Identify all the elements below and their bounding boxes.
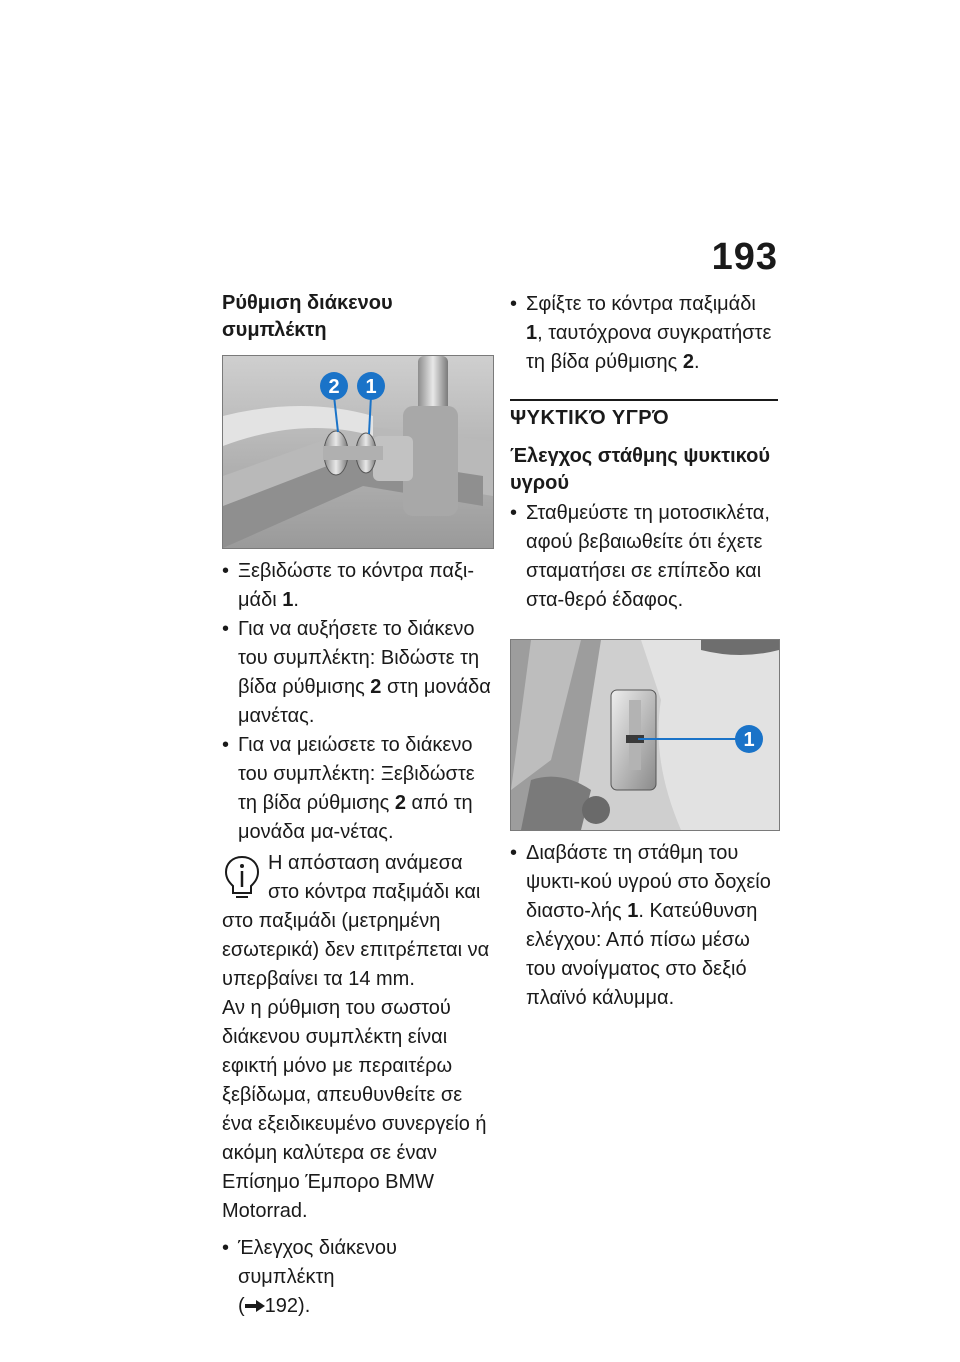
coolant-read-list xyxy=(510,839,778,1013)
note-text-continued: Αν η ρύθμιση του σωστού διάκενου συμπλέκτη είναι εφικτή μόνο με περαιτέρω ξεβίδωμα, απευθυνθείτε σε ένα εξειδικευμένο συνεργείο ή ακόμη καλύτερα σε έναν Επίσημο Έμπορο BMW Motorrad. xyxy=(222,997,487,1222)
list-item: • Για να μειώσετε το διάκενο του συμπλέκτη: Ξεβιδώστε τη βίδα ρύθμισης 2 από τη μονάδα μα-νέτας. xyxy=(222,731,494,847)
callout-1-label: 1 xyxy=(743,729,755,751)
list-item: • Έλεγχος διάκενου συμπλέκτη ( 192). xyxy=(222,1234,494,1321)
clutch-lever-figure xyxy=(222,355,494,549)
info-note xyxy=(222,849,494,1226)
list-item: • Διαβάστε τη στάθμη του ψυκτι-κού υγρού στο δοχείο διαστο-λής 1. Κατεύθυνση ελέγχου: Από πίσω μέσω του ανοίγματος στο δεξιό πλαϊνό κάλυμμα. xyxy=(510,839,778,1013)
info-icon xyxy=(222,853,262,901)
coolant-level-heading: Έλεγχος στάθμης ψυκτικού υγρού xyxy=(510,445,771,494)
page-reference-arrow-icon xyxy=(245,1300,265,1312)
page-reference-link[interactable]: 192). xyxy=(264,1295,311,1317)
tighten-step-list xyxy=(510,290,778,377)
page-number: 193 xyxy=(711,236,778,278)
callout-1-label: 1 xyxy=(365,376,377,398)
right-column xyxy=(510,290,778,1013)
coolant-reservoir-figure xyxy=(510,639,780,831)
reference-list xyxy=(222,1234,494,1321)
clutch-steps-list xyxy=(222,557,494,847)
list-item: • Ξεβιδώστε το κόντρα παξι-μάδι 1. xyxy=(222,557,494,615)
callout-2-label: 2 xyxy=(328,376,340,398)
clutch-gap-heading: Ρύθμιση διάκενου συμπλέκτη xyxy=(222,292,393,341)
clutch-lever-illustration xyxy=(223,356,493,548)
note-text: Η απόσταση ανάμεσα στο κόντρα παξιμάδι και στο παξιμάδι (μετρημένη εσωτερικά) δεν επιτρέπεται να υπερβαίνει τα 14 mm. xyxy=(222,852,490,990)
coolant-section-title: ΨΥΚΤΙΚΌ ΥΓΡΌ xyxy=(510,399,778,433)
coolant-reservoir-illustration xyxy=(511,640,779,830)
list-item: • Για να αυξήσετε το διάκενο του συμπλέκτη: Βιδώστε τη βίδα ρύθμισης 2 στη μονάδα μανέτας. xyxy=(222,615,494,731)
list-item: • Σταθμεύστε τη μοτοσικλέτα, αφού βεβαιωθείτε ότι έχετε σταματήσει σε επίπεδο και στα-θερό έδαφος. xyxy=(510,499,778,615)
coolant-park-list xyxy=(510,499,778,615)
list-item: • Σφίξτε το κόντρα παξιμάδι 1, ταυτόχρονα συγκρατήστε τη βίδα ρύθμισης 2. xyxy=(510,290,778,377)
left-column xyxy=(222,290,494,1321)
